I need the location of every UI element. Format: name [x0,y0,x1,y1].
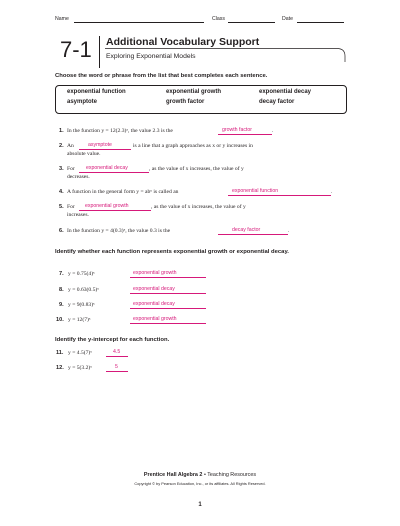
answer-line [79,149,131,150]
item-text: . [288,228,290,234]
subtitle: Exploring Exponential Models [106,53,196,60]
answer-text: exponential decay [86,165,128,171]
answer-text: exponential decay [133,301,175,307]
item-number: 2. [59,143,64,149]
lesson-number: 7-1 [60,37,92,62]
footer-book: Prentice Hall Algebra 2 [143,472,203,478]
answer-line [130,323,206,324]
item-expression: y = 9(0.83)ˣ [68,302,95,308]
answer-text: growth factor [222,127,252,133]
answer-text: exponential function [232,188,279,194]
answer-line [130,277,206,278]
item-text: For [67,204,75,210]
item-text: decreases. [67,174,90,180]
item-expression: y = 5(3.2)ˣ [68,365,92,371]
answer-line [218,134,272,135]
item-expression: y = 0.75(4)ˣ [68,271,95,277]
answer-text: 4.5 [113,349,121,355]
answer-line [79,210,151,211]
page-number: 1 [198,502,202,508]
item-number: 11. [56,350,64,356]
section2-instructions: Identify whether each function represents exponential growth or exponential decay. [55,249,289,255]
answer-text: exponential growth [85,203,129,209]
item-number: 1. [59,128,64,134]
item-number: 12. [56,365,64,371]
item-expression: y = 12(7)ˣ [68,317,91,323]
item-text: A function in the general form y = abˣ is called an [67,189,179,195]
answer-text: exponential growth [133,270,177,276]
date-label: Date [282,16,293,22]
answer-line [130,308,206,309]
copyright: Copyright © by Pearson Education, Inc., or its affiliates. All Rights Reserved. [134,481,266,486]
section3-instructions: Identify the y-intercept for each function. [55,337,170,343]
answer-line [130,293,206,294]
item-number: 8. [59,287,64,293]
answer-text: exponential growth [133,316,177,322]
answer-text: asymptote [88,142,112,148]
answer-text: decay factor [232,227,261,233]
instructions: Choose the word or phrase from the list that best completes each sentence. [55,73,268,79]
item-text: . [272,128,274,134]
answer-line [218,234,288,235]
page-title: Additional Vocabulary Support [106,36,260,48]
item-number: 10. [56,317,64,323]
answer-line [79,172,149,173]
word-bank-item: growth factor [166,99,205,105]
footer-line [0,472,400,478]
word-bank-item: exponential function [67,89,126,95]
item-number: 3. [59,166,64,172]
item-expression: y = 4.5(7)ˣ [68,350,92,356]
item-text: In the function y = 12(2.3)ˣ, the value 2.3 is the [67,128,173,134]
date-line [297,22,344,23]
name-label: Name [55,16,69,22]
name-line [74,22,204,23]
answer-text: exponential decay [133,286,175,292]
item-text: , as the value of x increases, the value of y [149,166,244,172]
item-number: 9. [59,302,64,308]
item-text: , as the value of x increases, the value of y [151,204,246,210]
word-bank-item: exponential decay [259,89,312,95]
title-rule [105,48,347,64]
item-number: 5. [59,204,64,210]
title-divider [99,36,100,68]
class-label: Class [212,16,225,22]
item-text: absolute value. [67,151,101,157]
item-text: is a line that a graph approaches as x or y increases in [133,143,253,149]
item-text: An [67,143,74,149]
item-number: 7. [59,271,64,277]
word-bank-item: decay factor [259,99,295,105]
answer-text: 5 [115,364,118,370]
item-text: For [67,166,75,172]
footer-bullet: • [203,472,206,478]
word-bank-item: asymptote [67,99,98,105]
item-text: . [331,189,333,195]
item-text: increases. [67,212,89,218]
item-text: In the function y = 4(0.3)ˣ, the value 0.3 is the [67,228,171,234]
footer-resource: Teaching Resources [207,472,257,478]
item-number: 6. [59,228,64,234]
item-expression: y = 0.63(0.5)ˣ [68,287,99,293]
item-number: 4. [59,189,64,195]
word-bank-item: exponential growth [166,89,222,95]
answer-line [106,371,128,372]
class-line [228,22,275,23]
answer-line [228,195,331,196]
answer-line [106,356,128,357]
